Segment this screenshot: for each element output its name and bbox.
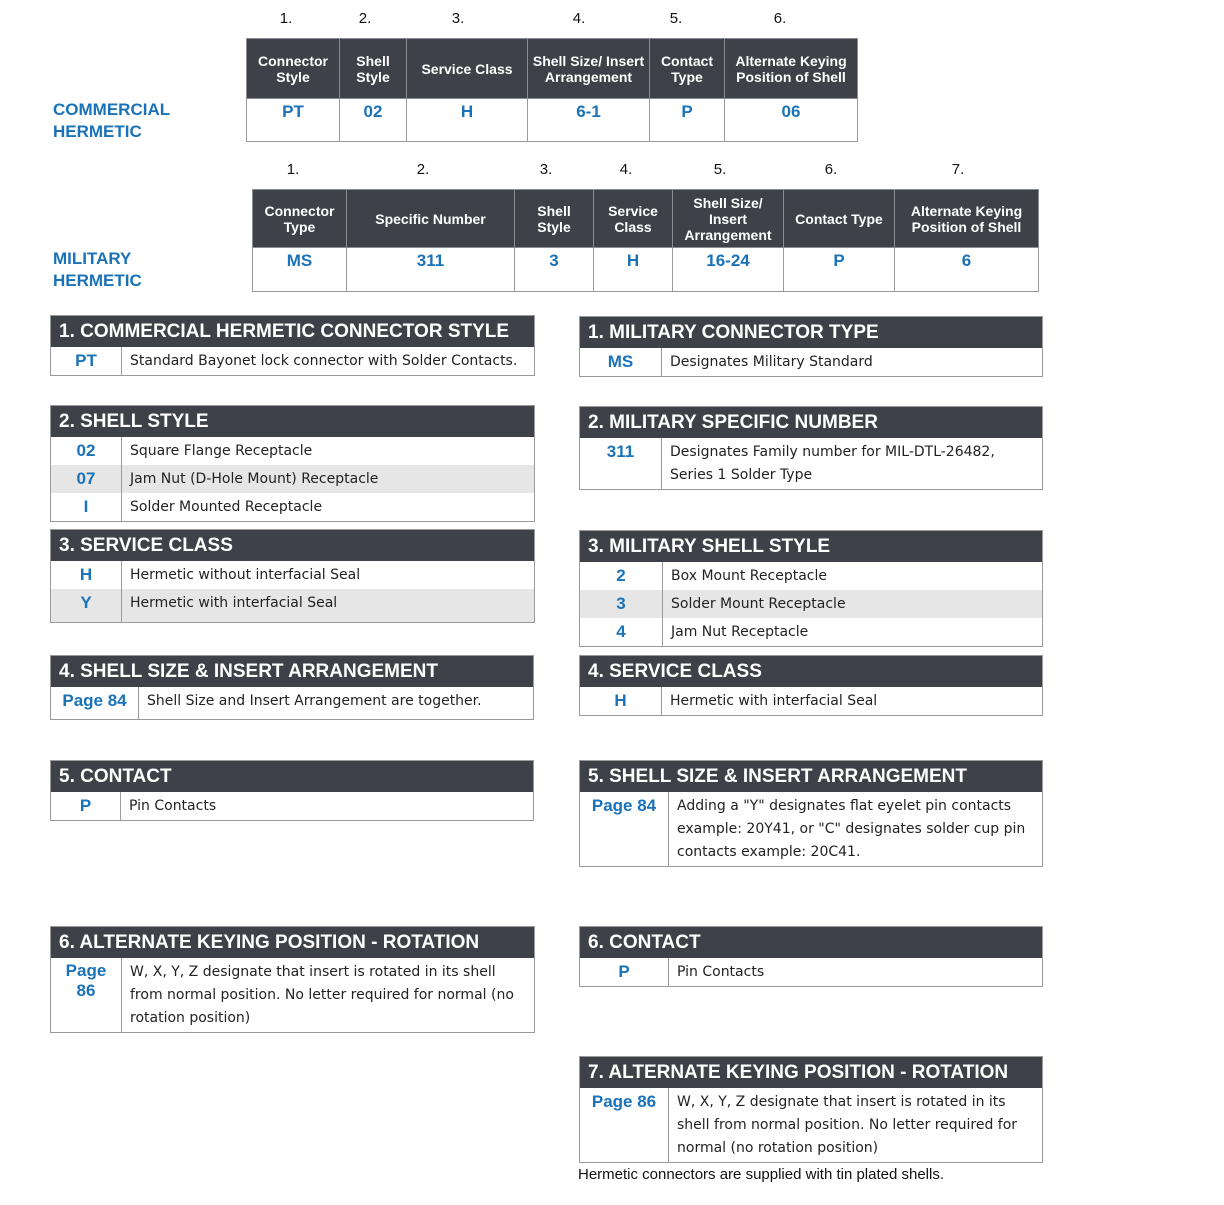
section-title: 5. SHELL SIZE & INSERT ARRANGEMENT <box>580 761 1042 792</box>
row-description: Jam Nut Receptacle <box>671 624 809 640</box>
value-service-class: H <box>407 99 528 142</box>
section-title: 3. MILITARY SHELL STYLE <box>580 531 1042 562</box>
column-number: 3. <box>451 10 465 27</box>
row-code: P <box>51 792 121 820</box>
military-service-class-section <box>579 655 1043 716</box>
header-service-class: Service Class <box>594 190 673 248</box>
header-alternate-keying: Alternate Keying Position of Shell <box>725 39 858 99</box>
section-row <box>51 437 534 465</box>
label-line: MILITARY <box>53 249 132 268</box>
value-shell-style: 02 <box>340 99 407 142</box>
value-contact-type: P <box>784 248 895 292</box>
column-number: 3. <box>539 161 553 178</box>
row-code[interactable]: Page 84 <box>580 792 669 866</box>
row-code: 311 <box>580 438 662 489</box>
section-row <box>51 465 534 493</box>
section-title: 5. CONTACT <box>51 761 533 792</box>
section-row <box>51 347 534 375</box>
row-description: Adding a "Y" designates flat eyelet pin contacts example: 20Y41, or "C" designates solder cup pin contacts example: 20C41. <box>677 798 1026 860</box>
commercial-service-class-section <box>50 529 535 623</box>
section-row <box>51 792 533 820</box>
column-number: 4. <box>619 161 633 178</box>
row-code: MS <box>580 348 662 376</box>
section-row <box>51 561 534 589</box>
row-description: Hermetic with interfacial Seal <box>670 693 878 709</box>
section-row <box>580 1088 1042 1162</box>
value-shell-size: 6-1 <box>528 99 650 142</box>
military-connector-type-section <box>579 316 1043 377</box>
row-code: 02 <box>51 437 122 465</box>
commercial-hermetic-label <box>53 99 170 143</box>
section-row <box>51 687 533 719</box>
row-code: 2 <box>580 562 663 590</box>
military-hermetic-label <box>53 248 142 292</box>
military-alternate-keying-section <box>579 1056 1043 1163</box>
row-description: W, X, Y, Z designate that insert is rotated in its shell from normal position. No letter required for normal (no rotation position) <box>677 1094 1018 1156</box>
military-contact-section <box>579 926 1043 987</box>
header-shell-style: Shell Style <box>515 190 594 248</box>
row-description: Hermetic without interfacial Seal <box>130 567 361 583</box>
section-row <box>580 348 1042 376</box>
commercial-contact-section <box>50 760 534 821</box>
header-shell-size: Shell Size/ Insert Arrangement <box>673 190 784 248</box>
section-title: 3. SERVICE CLASS <box>51 530 534 561</box>
row-code: Y <box>51 589 122 622</box>
footnote: Hermetic connectors are supplied with tin plated shells. <box>578 1166 945 1183</box>
section-row <box>51 493 534 521</box>
row-code: 4 <box>580 618 663 646</box>
value-specific-number: 311 <box>347 248 515 292</box>
military-shell-style-section <box>579 530 1043 647</box>
header-alternate-keying: Alternate Keying Position of Shell <box>895 190 1039 248</box>
row-code[interactable]: Page 86 <box>51 958 122 1032</box>
label-line: HERMETIC <box>53 271 142 290</box>
section-title: 4. SERVICE CLASS <box>580 656 1042 687</box>
row-description: Box Mount Receptacle <box>671 568 827 584</box>
row-description: Shell Size and Insert Arrangement are together. <box>147 693 482 709</box>
row-description: W, X, Y, Z designate that insert is rotated in its shell from normal position. No letter required for normal (no rotation position) <box>130 964 514 1026</box>
row-description: Square Flange Receptacle <box>130 443 313 459</box>
column-number: 1. <box>286 161 300 178</box>
section-title: 1. COMMERCIAL HERMETIC CONNECTOR STYLE <box>51 316 534 347</box>
value-connector-type: MS <box>253 248 347 292</box>
section-row <box>580 438 1042 489</box>
label-line: HERMETIC <box>53 122 142 141</box>
row-code: PT <box>51 347 122 375</box>
header-contact-type: Contact Type <box>650 39 725 99</box>
row-code: I <box>51 493 122 521</box>
section-row <box>51 589 534 622</box>
row-description: Solder Mount Receptacle <box>671 596 846 612</box>
section-row <box>580 687 1042 715</box>
military-part-number-table <box>252 189 1039 292</box>
header-specific-number: Specific Number <box>347 190 515 248</box>
value-service-class: H <box>594 248 673 292</box>
section-title: 6. CONTACT <box>580 927 1042 958</box>
commercial-shell-size-section <box>50 655 534 720</box>
row-code: P <box>580 958 669 986</box>
column-number: 7. <box>951 161 965 178</box>
column-number: 4. <box>572 10 586 27</box>
column-number: 6. <box>773 10 787 27</box>
section-title: 6. ALTERNATE KEYING POSITION - ROTATION <box>51 927 534 958</box>
section-row <box>580 792 1042 866</box>
section-row <box>51 958 534 1032</box>
section-title: 2. SHELL STYLE <box>51 406 534 437</box>
row-code[interactable]: Page 86 <box>580 1088 669 1162</box>
section-title: 4. SHELL SIZE & INSERT ARRANGEMENT <box>51 656 533 687</box>
header-connector-type: Connector Type <box>253 190 347 248</box>
section-title: 1. MILITARY CONNECTOR TYPE <box>580 317 1042 348</box>
section-row <box>580 562 1042 590</box>
row-description: Designates Military Standard <box>670 354 873 370</box>
commercial-part-number-table <box>246 38 858 142</box>
section-title: 7. ALTERNATE KEYING POSITION - ROTATION <box>580 1057 1042 1088</box>
row-description: Standard Bayonet lock connector with Solder Contacts. <box>130 353 518 369</box>
section-title: 2. MILITARY SPECIFIC NUMBER <box>580 407 1042 438</box>
section-row <box>580 958 1042 986</box>
military-specific-number-section <box>579 406 1043 490</box>
value-contact-type: P <box>650 99 725 142</box>
commercial-connector-style-section <box>50 315 535 376</box>
row-code: 07 <box>51 465 122 493</box>
column-number: 5. <box>669 10 683 27</box>
value-alternate-keying: 06 <box>725 99 858 142</box>
row-description: Designates Family number for MIL-DTL-26482, Series 1 Solder Type <box>670 444 995 483</box>
value-shell-size: 16-24 <box>673 248 784 292</box>
header-shell-style: Shell Style <box>340 39 407 99</box>
row-code[interactable]: Page 84 <box>51 687 139 719</box>
value-alternate-keying: 6 <box>895 248 1039 292</box>
column-number: 2. <box>358 10 372 27</box>
header-contact-type: Contact Type <box>784 190 895 248</box>
row-description: Solder Mounted Receptacle <box>130 499 323 515</box>
row-code: H <box>51 561 122 589</box>
label-line: COMMERCIAL <box>53 100 171 119</box>
commercial-shell-style-section <box>50 405 535 522</box>
column-number: 6. <box>824 161 838 178</box>
header-shell-size: Shell Size/ Insert Arrangement <box>528 39 650 99</box>
header-connector-style: Connector Style <box>247 39 340 99</box>
row-description: Pin Contacts <box>129 798 217 814</box>
section-row <box>580 590 1042 618</box>
military-shell-size-section <box>579 760 1043 867</box>
row-description: Pin Contacts <box>677 964 765 980</box>
row-description: Hermetic with interfacial Seal <box>130 595 338 611</box>
column-number: 1. <box>279 10 293 27</box>
value-shell-style: 3 <box>515 248 594 292</box>
column-number: 2. <box>416 161 430 178</box>
commercial-alternate-keying-section <box>50 926 535 1033</box>
header-service-class: Service Class <box>407 39 528 99</box>
row-description: Jam Nut (D-Hole Mount) Receptacle <box>130 471 379 487</box>
value-connector-style: PT <box>247 99 340 142</box>
row-code: 3 <box>580 590 663 618</box>
row-code: H <box>580 687 662 715</box>
section-row <box>580 618 1042 646</box>
column-number: 5. <box>713 161 727 178</box>
